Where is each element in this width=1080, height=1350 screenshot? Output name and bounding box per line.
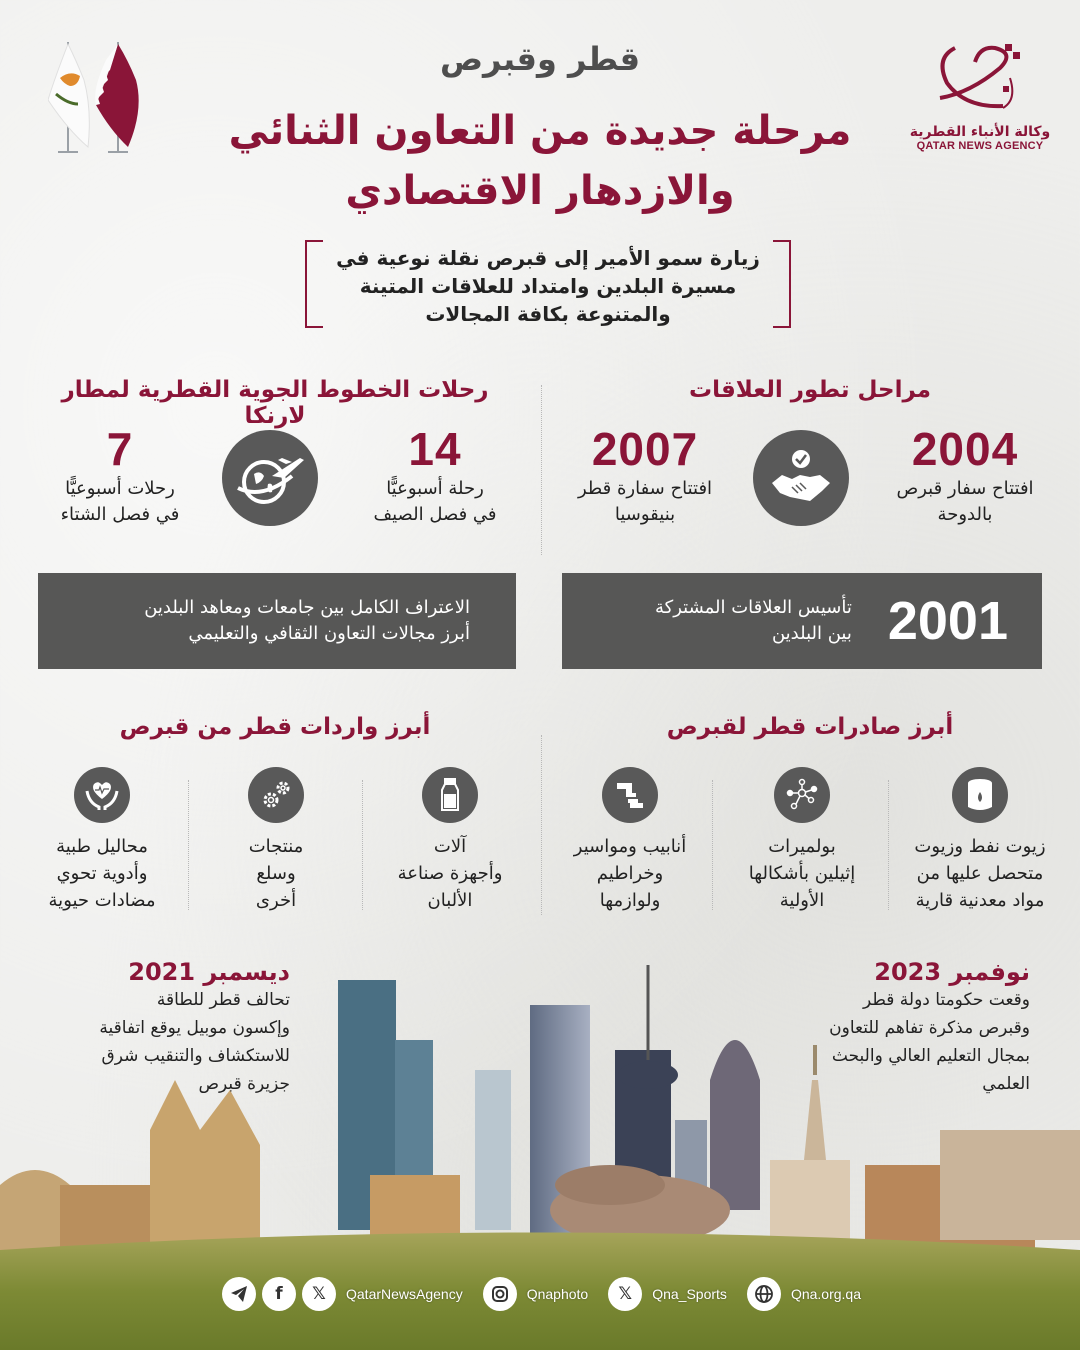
event-dec-2021 bbox=[20, 958, 290, 1098]
social-links bbox=[222, 1276, 875, 1312]
item-divider bbox=[712, 780, 713, 910]
flights-winter bbox=[40, 422, 200, 528]
bracket-right bbox=[773, 240, 791, 328]
milestone-desc: افتتاح سفارة قطر بنيقوسيا bbox=[577, 478, 713, 525]
milestone-desc: افتتاح سفار قبرص بالدوحة bbox=[896, 478, 1034, 525]
founding-year: 2001 bbox=[887, 591, 1008, 651]
logo-name-en: QATAR NEWS AGENCY bbox=[916, 140, 1044, 152]
heart-hands-icon bbox=[74, 767, 130, 823]
logo-name-ar: وكالة الأنباء القطرية bbox=[909, 124, 1051, 140]
item-divider bbox=[362, 780, 363, 910]
education-box bbox=[38, 573, 516, 669]
main-title-line2: والازدهار الاقتصادي bbox=[345, 168, 735, 214]
milestone-2007 bbox=[560, 422, 730, 528]
flights-count: 7 bbox=[106, 423, 134, 475]
export-label: أنابيب ومواسير وخراطيم ولوازمها bbox=[573, 836, 687, 911]
event-text: تحالف قطر للطاقة وإكسون موبيل يوقع اتفاقية للاستكشاف والتنقيب شرق جزيرة قبرص bbox=[99, 990, 290, 1094]
facebook-icon[interactable]: f bbox=[262, 1277, 296, 1311]
main-title-line1: مرحلة جديدة من التعاون الثنائي bbox=[228, 108, 852, 154]
x-icon[interactable]: 𝕏 bbox=[608, 1277, 642, 1311]
flights-desc: رحلة أسبوعيًّا في فصل الصيف bbox=[373, 478, 497, 525]
pipes-icon bbox=[602, 767, 658, 823]
education-desc: الاعتراف الكامل بين جامعات ومعاهد البلدين أبرز مجالات التعاون الثقافي والتعليمي bbox=[144, 597, 470, 644]
milestone-2004 bbox=[880, 422, 1050, 528]
handshake-icon bbox=[753, 430, 849, 526]
molecule-icon bbox=[774, 767, 830, 823]
item-divider bbox=[188, 780, 189, 910]
import-item bbox=[22, 767, 182, 914]
import-item bbox=[196, 767, 356, 914]
social-label[interactable]: QatarNewsAgency bbox=[346, 1286, 463, 1302]
x-icon[interactable]: 𝕏 bbox=[302, 1277, 336, 1311]
import-label: آلات وأجهزة صناعة الألبان bbox=[397, 836, 503, 911]
telegram-icon[interactable] bbox=[222, 1277, 256, 1311]
instagram-icon[interactable] bbox=[483, 1277, 517, 1311]
export-item bbox=[722, 767, 882, 914]
export-label: بولميرات إثيلين بأشكالها الأولية bbox=[748, 836, 856, 911]
flights-title: رحلات الخطوط الجوية القطرية لمطار لارنكا bbox=[61, 377, 489, 429]
import-item bbox=[370, 767, 530, 914]
milestone-year: 2007 bbox=[591, 423, 699, 475]
milestone-year: 2004 bbox=[911, 423, 1019, 475]
quote-box bbox=[305, 240, 791, 328]
section-divider bbox=[541, 385, 542, 555]
founding-box bbox=[562, 573, 1042, 669]
item-divider bbox=[888, 780, 889, 910]
social-label[interactable]: Qna.org.qa bbox=[790, 1286, 861, 1302]
globe-plane-icon bbox=[222, 430, 318, 526]
qna-logo bbox=[905, 38, 1055, 168]
gears-icon bbox=[248, 767, 304, 823]
globe-icon[interactable] bbox=[747, 1277, 781, 1311]
event-title: نوفمبر 2023 bbox=[874, 958, 1030, 986]
import-label: محاليل طبية وأدوية تحوي مضادات حيوية bbox=[48, 836, 156, 911]
social-label[interactable]: Qna_Sports bbox=[652, 1286, 727, 1302]
export-item bbox=[550, 767, 710, 914]
social-label[interactable]: Qnaphoto bbox=[526, 1286, 589, 1302]
export-item bbox=[900, 767, 1060, 914]
event-text: وقعت حكومتا دولة قطر وقبرص مذكرة تفاهم للتعاون بمجال التعليم العالي والبحث العلمي bbox=[829, 990, 1030, 1094]
oil-barrel-icon bbox=[952, 767, 1008, 823]
flights-summer bbox=[355, 422, 515, 528]
exports-title: أبرز صادرات قطر لقبرص bbox=[666, 714, 954, 740]
imports-title: أبرز واردات قطر من قبرص bbox=[119, 714, 431, 740]
flights-desc: رحلات أسبوعيًّا في فصل الشتاء bbox=[60, 478, 180, 525]
subtitle: قطر وقبرص bbox=[439, 40, 641, 78]
section-divider bbox=[541, 735, 542, 915]
relations-title: مراحل تطور العلاقات bbox=[688, 377, 932, 403]
event-nov-2023 bbox=[760, 958, 1030, 1098]
flights-count: 14 bbox=[408, 423, 462, 475]
import-label: منتجات وسلع أخرى bbox=[248, 836, 304, 911]
quote-text: زيارة سمو الأمير إلى قبرص نقلة نوعية في مسيرة البلدين وامتداد للعلاقات المتينة والمتنوعة بكافة المجالات bbox=[336, 246, 760, 326]
milk-bottle-icon bbox=[422, 767, 478, 823]
event-title: ديسمبر 2021 bbox=[128, 958, 290, 986]
qna-logo-icon bbox=[925, 38, 1035, 118]
export-label: زيوت نفط وزيوت متحصل عليها من مواد معدنية قارية bbox=[914, 836, 1046, 911]
founding-desc: تأسيس العلاقات المشتركة بين البلدين bbox=[654, 597, 852, 644]
bracket-left bbox=[305, 240, 323, 328]
